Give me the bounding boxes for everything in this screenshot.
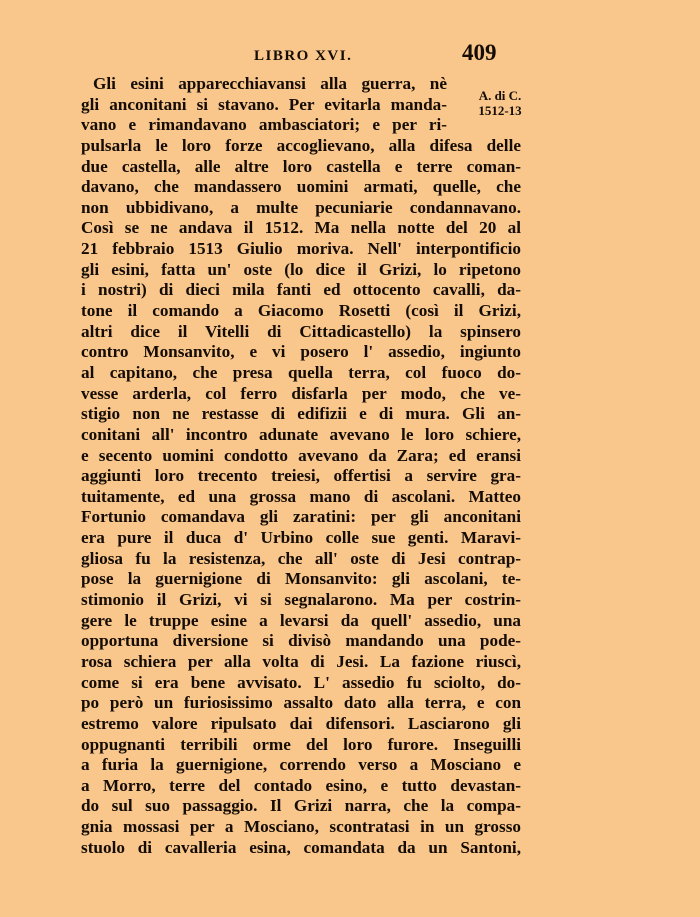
text-line: gere le truppe esine a levarsi da quell' assedio, una (81, 610, 521, 630)
text-line: gliosa fu la resistenza, che all' oste di Jesi contrap- (81, 548, 521, 568)
text-line: non ubbidivano, a multe pecuniarie condannavano. (81, 197, 521, 217)
text-line: era pure il duca d' Urbino colle sue genti. Maravi- (81, 528, 521, 548)
margin-note-years: 1512-13 (478, 103, 522, 118)
text-line: tone il comando a Giacomo Rosetti (così il Grizi, (81, 301, 521, 321)
text-line: Fortunio comandava gli zaratini: per gli anconitani (81, 507, 521, 527)
text-line: po però un furiosissimo assalto dato alla terra, e con (81, 693, 521, 713)
text-line: Così se ne andava il 1512. Ma nella notte del 20 al (81, 218, 521, 238)
text-line: opportuna diversione si divisò mandando una pode- (81, 631, 521, 651)
running-head-title: LIBRO XVI. (254, 48, 353, 64)
text-line: rosa schiera per alla volta di Jesi. La fazione riuscì, (81, 651, 521, 671)
text-line: due castella, alle altre loro castella e terre coman- (81, 156, 521, 176)
text-line: oppugnanti terribili orme del loro furore. Inseguilli (81, 734, 521, 754)
text-line: e secento uomini condotto avevano da Zara; ed eransi (81, 445, 521, 465)
running-head (0, 40, 700, 70)
page-number: 409 (462, 40, 497, 65)
text-line: contro Monsanvito, e vi posero l' assedio, ingiunto (81, 342, 521, 362)
text-line: stuolo di cavalleria esina, comandata da un Santoni, (81, 837, 521, 857)
text-line: 21 febbraio 1513 Giulio moriva. Nell' interpontificio (81, 239, 521, 259)
text-line: pose la guernigione di Monsanvito: gli ascolani, te- (81, 569, 521, 589)
text-line: stigio non ne restasse di edifizii e di mura. Gli an- (81, 404, 521, 424)
text-line: tuitamente, ed una grossa mano di ascolani. Matteo (81, 486, 521, 506)
body-text (81, 74, 521, 858)
text-line: i nostri) di dieci mila fanti ed ottocento cavalli, da- (81, 280, 521, 300)
text-line: al capitano, che presa quella terra, col fuoco do- (81, 362, 521, 382)
text-line: davano, che mandassero uomini armati, quelle, che (81, 177, 521, 197)
margin-note-label: A. di C. (478, 88, 522, 103)
text-line: gnia mossasi per a Mosciano, scontratasi in un grosso (81, 817, 521, 837)
text-line: gli anconitani si stavano. Per evitarla manda- (81, 94, 447, 114)
text-line: conitani all' incontro adunate avevano le loro schiere, (81, 424, 521, 444)
text-line: a Morro, terre del contado esino, e tutto devastan- (81, 775, 521, 795)
text-line: vesse arderla, col ferro disfarla per modo, che ve- (81, 383, 521, 403)
text-line: do sul suo passaggio. Il Grizi narra, che la compa- (81, 796, 521, 816)
text-line: aggiunti loro trecento treiesi, offertisi a servire gra- (81, 466, 521, 486)
text-line: gli esini, fatta un' oste (lo dice il Grizi, lo ripetono (81, 259, 521, 279)
text-line: a furia la guernigione, correndo verso a Mosciano e (81, 755, 521, 775)
text-line: vano e rimandavano ambasciatori; e per ri- (81, 115, 447, 135)
text-line: estremo valore ripulsato dai difensori. Lasciarono gli (81, 713, 521, 733)
text-line: Gli esini apparecchiavansi alla guerra, nè (93, 74, 447, 93)
text-line: stimonio il Grizi, vi si segnalarono. Ma per costrin- (81, 590, 521, 610)
text-line: altri dice il Vitelli di Cittadicastello) la spinsero (81, 321, 521, 341)
text-line: pulsarla le loro forze accoglievano, alla difesa delle (81, 135, 521, 155)
text-line: come si era bene avvisato. L' assedio fu sciolto, do- (81, 672, 521, 692)
